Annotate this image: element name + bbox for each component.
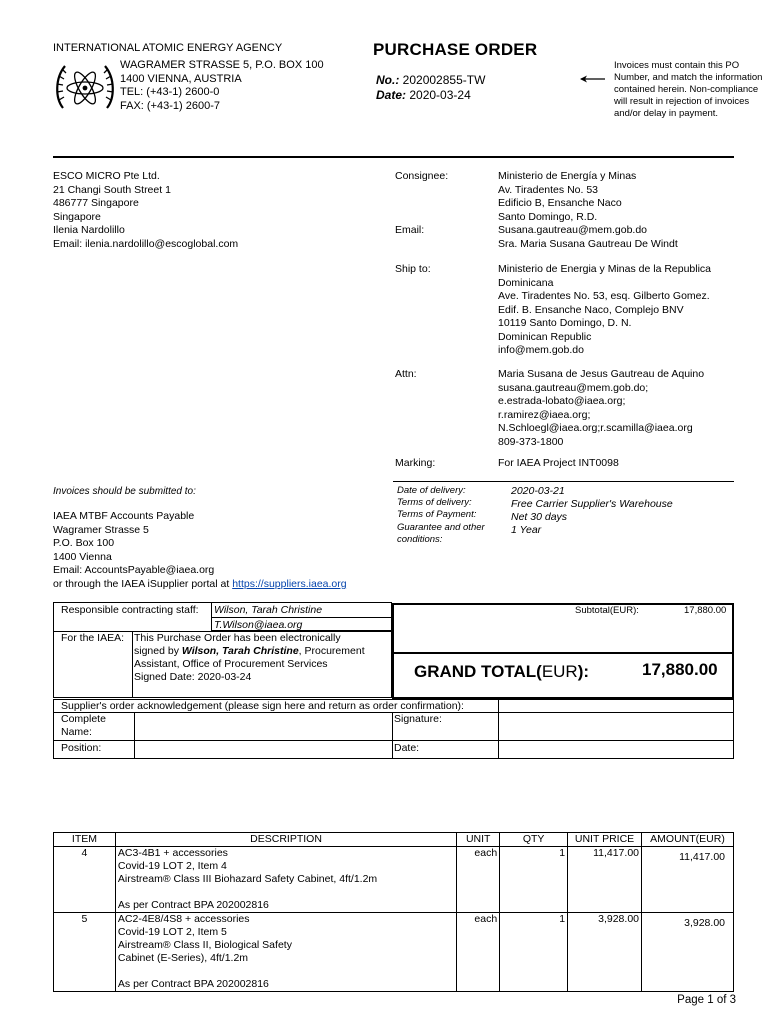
marking-value: For IAEA Project INT0098 [498,457,619,469]
org-name: INTERNATIONAL ATOMIC ENERGY AGENCY [53,42,283,54]
staff-name: Wilson, Tarah Christine [214,604,323,616]
address-line: WAGRAMER STRASSE 5, P.O. BOX 100 [120,59,324,71]
attn-line: e.estrada-lobato@iaea.org; [498,395,626,407]
signed-date: Signed Date: 2020-03-24 [134,671,252,683]
table-row [54,913,734,992]
description-line: As per Contract BPA 202002816 [117,899,269,911]
attn-line: susana.gautreau@mem.gob.do; [498,381,649,394]
invoices-line: 1400 Vienna [53,550,112,563]
email-line: Susana.gautreau@mem.gob.do [498,224,648,236]
table-row [54,847,734,913]
items-table [53,832,734,992]
org-address [120,59,324,113]
grand-total-currency: EUR [541,662,578,681]
ship-to-address [498,263,738,358]
item-unit: each [457,913,500,992]
column-header: ITEM [54,833,116,847]
supplier-portal-link[interactable]: https://suppliers.iaea.org [232,577,347,590]
supplier-address [53,170,238,251]
item-amount: 3,928.00 [642,913,734,992]
item-unit-price: 11,417.00 [568,847,642,913]
subtotal-value: 17,880.00 [684,605,727,616]
ship-to-line: Ministerio de Energia y Minas de la Republica [498,263,712,275]
page-title: PURCHASE ORDER [373,40,538,59]
address-line: TEL: (+43-1) 2600-0 [120,86,220,98]
consignee-line: Santo Domingo, R.D. [498,210,598,223]
supplier-line: Ilenia Nardolillo [53,224,125,236]
signer-name: Wilson, Tarah Christine [181,645,299,657]
attn-line: 809-373-1800 [498,435,564,448]
invoice-note: Invoices must contain this PO Number, and match the information contained herein. Non-compliance will result in rejection of invoices and/or delay in payment. [614,60,763,119]
description-line: AC2-4E8/4S8 + accessories [117,913,250,925]
consignee-address [498,170,738,224]
guarantee-label: Guarantee and other conditions: [397,521,485,545]
grand-total-text: ): [577,662,590,681]
consignee-email [498,224,738,251]
attn-label: Attn: [395,368,417,380]
acknowledgement-heading: Supplier's order acknowledgement (please sign here and return as order confirmation): [61,700,464,712]
po-number: 202002855-TW [402,73,486,87]
divider [393,481,734,482]
grid-line [211,617,392,618]
statement-line: This Purchase Order has been electronically [134,632,341,644]
portal-text: or through the IAEA iSupplier portal at [53,577,233,590]
ship-to-line: Dominican Republic [498,330,592,343]
item-qty: 1 [500,847,568,913]
description-line: Airstream® Class III Biohazard Safety Cabinet, 4ft/1.2m [117,873,378,885]
description-line: Cabinet (E-Series), 4ft/1.2m [117,952,249,964]
ship-to-line: Dominicana [498,276,554,289]
item-amount: 11,417.00 [642,847,734,913]
item-description [115,913,456,992]
invoices-heading: Invoices should be submitted to: [53,486,196,497]
grid-line [498,712,499,759]
divider [53,156,734,158]
po-meta [376,73,485,103]
statement-line: signed by [134,645,182,657]
subtotal-label: Subtotal(EUR): [575,605,639,616]
supplier-line: Email: ilenia.nardolillo@escoglobal.com [53,237,239,250]
consignee-line: Ministerio de Energía y Minas [498,170,637,182]
complete-name-label: Complete Name: [61,713,106,738]
description-line: Airstream® Class II, Biological Safety [117,939,292,951]
signature-statement [134,632,392,684]
invoices-address [53,510,347,591]
grid-line [134,712,135,759]
supplier-line: Singapore [53,210,101,223]
attn-contacts [498,368,738,449]
payment-terms: Net 30 days [511,511,568,523]
iaea-logo-icon [53,60,117,116]
arrow-left-icon [578,72,606,86]
consignee-line: Av. Tiradentes No. 53 [498,183,599,196]
column-header: QTY [500,833,568,847]
description-line: Covid-19 LOT 2, Item 5 [117,926,227,938]
terms-labels [397,485,497,546]
grid-line [132,631,133,698]
column-header: UNIT [457,833,500,847]
statement-line: , Procurement [298,645,365,657]
grid-line [53,740,734,741]
delivery-date: 2020-03-21 [511,485,565,497]
consignee-label: Consignee: [395,170,449,182]
supplier-line: ESCO MICRO Pte Ltd. [53,170,160,182]
supplier-line: 486777 Singapore [53,197,139,209]
for-iaea-label: For the IAEA: [61,632,125,644]
invoices-line: P.O. Box 100 [53,537,115,549]
column-header: AMOUNT(EUR) [642,833,734,847]
po-number-label: No.: [376,73,400,87]
table-header-row [54,833,734,847]
date-label: Date: [394,742,420,754]
staff-email: T.Wilson@iaea.org [214,619,303,631]
description-spacer [118,886,454,899]
consignee-line: Edificio B, Ensanche Naco [498,197,622,209]
email-label: Email: [395,224,425,236]
page-number: Page 1 of 3 [677,994,736,1006]
grand-total-label [414,662,589,682]
description-spacer [118,965,454,978]
marking-label: Marking: [395,457,436,469]
invoices-line: Email: AccountsPayable@iaea.org [53,564,215,576]
signature-label: Signature: [394,713,442,725]
ship-to-line: 10119 Santo Domingo, D. N. [498,317,632,329]
totals-box [392,603,734,699]
ship-to-line: info@mem.gob.do [498,344,584,356]
staff-label: Responsible contracting staff: [61,604,199,616]
guarantee: 1 Year [511,524,542,536]
invoices-line: IAEA MTBF Accounts Payable [53,510,195,522]
ship-to-label: Ship to: [395,263,431,275]
item-qty: 1 [500,913,568,992]
po-date: 2020-03-24 [409,88,471,102]
po-date-label: Date: [376,88,407,102]
delivery-terms-label: Terms of delivery: [397,497,472,509]
attn-line: Maria Susana de Jesus Gautreau de Aquino [498,368,705,380]
grand-total-text: GRAND TOTAL( [414,662,542,681]
ship-to-line: Edif. B. Ensanche Naco, Complejo BNV [498,303,684,316]
item-unit-price: 3,928.00 [568,913,642,992]
item-description [115,847,456,913]
item-number: 4 [54,847,116,913]
description-line: AC3-4B1 + accessories [117,847,228,859]
item-unit: each [457,847,500,913]
payment-terms-label: Terms of Payment: [397,509,477,521]
attn-line: N.Schloegl@iaea.org;r.scamilla@iaea.org [498,422,693,434]
address-line: FAX: (+43-1) 2600-7 [120,99,220,112]
delivery-terms: Free Carrier Supplier's Warehouse [511,498,673,510]
attn-line: r.ramirez@iaea.org; [498,408,591,421]
grid-line [498,699,499,712]
supplier-line: 21 Changi South Street 1 [53,183,171,196]
grid-line [392,712,393,759]
grid-line [392,652,734,654]
description-line: As per Contract BPA 202002816 [117,978,269,990]
column-header: UNIT PRICE [568,833,642,847]
position-label: Position: [61,742,102,754]
description-line: Covid-19 LOT 2, Item 4 [117,860,227,872]
column-header: DESCRIPTION [115,833,456,847]
item-number: 5 [54,913,116,992]
statement-line: Assistant, Office of Procurement Services [134,658,328,670]
address-line: 1400 VIENNA, AUSTRIA [120,72,242,85]
email-line: Sra. Maria Susana Gautreau De Windt [498,237,678,250]
delivery-date-label: Date of delivery: [397,485,466,496]
terms-values [511,485,673,537]
grand-total-value: 17,880.00 [642,660,718,679]
ship-to-line: Ave. Tiradentes No. 53, esq. Gilberto Gomez. [498,290,710,302]
invoices-line: Wagramer Strasse 5 [53,523,149,536]
